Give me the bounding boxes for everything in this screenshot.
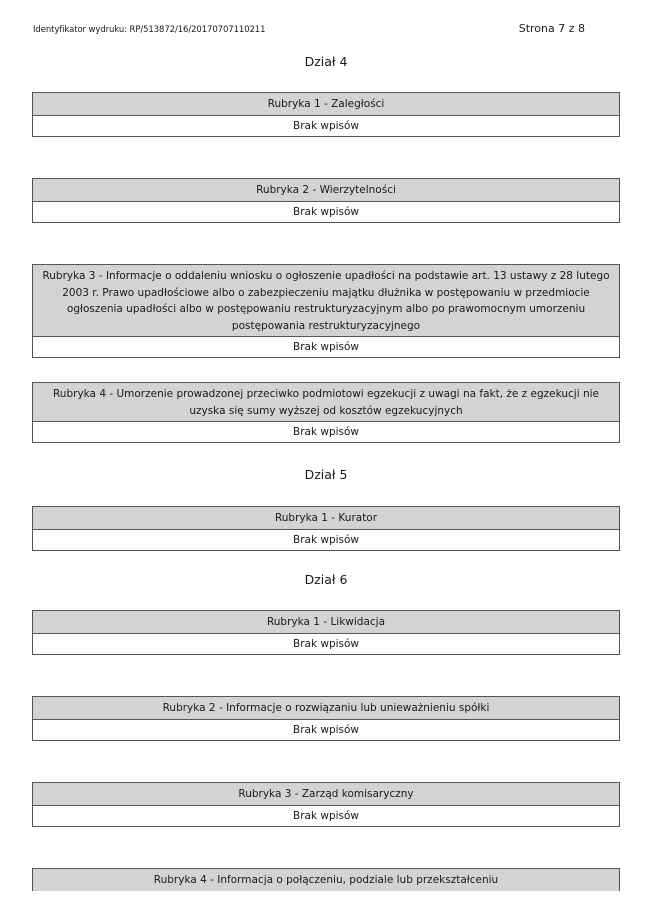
rubric-title: Rubryka 1 - Likwidacja [33, 611, 619, 634]
rubric-title: Rubryka 3 - Zarząd komisaryczny [33, 783, 619, 806]
rubric-value: Brak wpisów [33, 337, 619, 357]
rubric-box [32, 506, 620, 551]
rubric-title: Rubryka 4 - Umorzenie prowadzonej przeciwko podmiotowi egzekucji z uwagi na fakt, że z egzekucji nie uzyska się sumy wyższej od kosztów egzekucyjnych [33, 383, 619, 422]
rubric-box [32, 92, 620, 137]
section-title-dzial-4: Dział 4 [304, 54, 348, 69]
rubric-value: Brak wpisów [33, 720, 619, 740]
rubric-title: Rubryka 4 - Informacja o połączeniu, podziale lub przekształceniu [33, 869, 619, 891]
rubric-title: Rubryka 1 - Zaległości [33, 93, 619, 116]
rubric-title: Rubryka 2 - Informacje o rozwiązaniu lub unieważnieniu spółki [33, 697, 619, 720]
rubric-box [32, 178, 620, 223]
rubric-box [32, 696, 620, 741]
rubric-value: Brak wpisów [33, 422, 619, 442]
rubric-box [32, 868, 620, 891]
rubric-box [32, 782, 620, 827]
section-title-dzial-6: Dział 6 [304, 572, 348, 587]
section-title-dzial-5: Dział 5 [304, 467, 348, 482]
rubric-value: Brak wpisów [33, 202, 619, 222]
rubric-value: Brak wpisów [33, 530, 619, 550]
rubric-value: Brak wpisów [33, 116, 619, 136]
page-number: Strona 7 z 8 [518, 22, 585, 35]
rubric-title: Rubryka 3 - Informacje o oddaleniu wniosku o ogłoszenie upadłości na podstawie art. 13 ustawy z 28 lutego 2003 r. Prawo upadłościowe albo o zabezpieczeniu majątku dłużnika w postępowaniu w przedmiocie ogłoszenia upadłości albo w postępowaniu restrukturyzacyjnym albo po prawomocnym umorzeniu postępowania restrukturyzacyjnego [33, 265, 619, 337]
rubric-box [32, 382, 620, 443]
print-identifier: Identyfikator wydruku: RP/513872/16/20170707110211 [33, 25, 266, 35]
rubric-box [32, 610, 620, 655]
rubric-title: Rubryka 2 - Wierzytelności [33, 179, 619, 202]
rubric-box [32, 264, 620, 358]
rubric-value: Brak wpisów [33, 806, 619, 826]
rubric-title: Rubryka 1 - Kurator [33, 507, 619, 530]
rubric-value: Brak wpisów [33, 634, 619, 654]
